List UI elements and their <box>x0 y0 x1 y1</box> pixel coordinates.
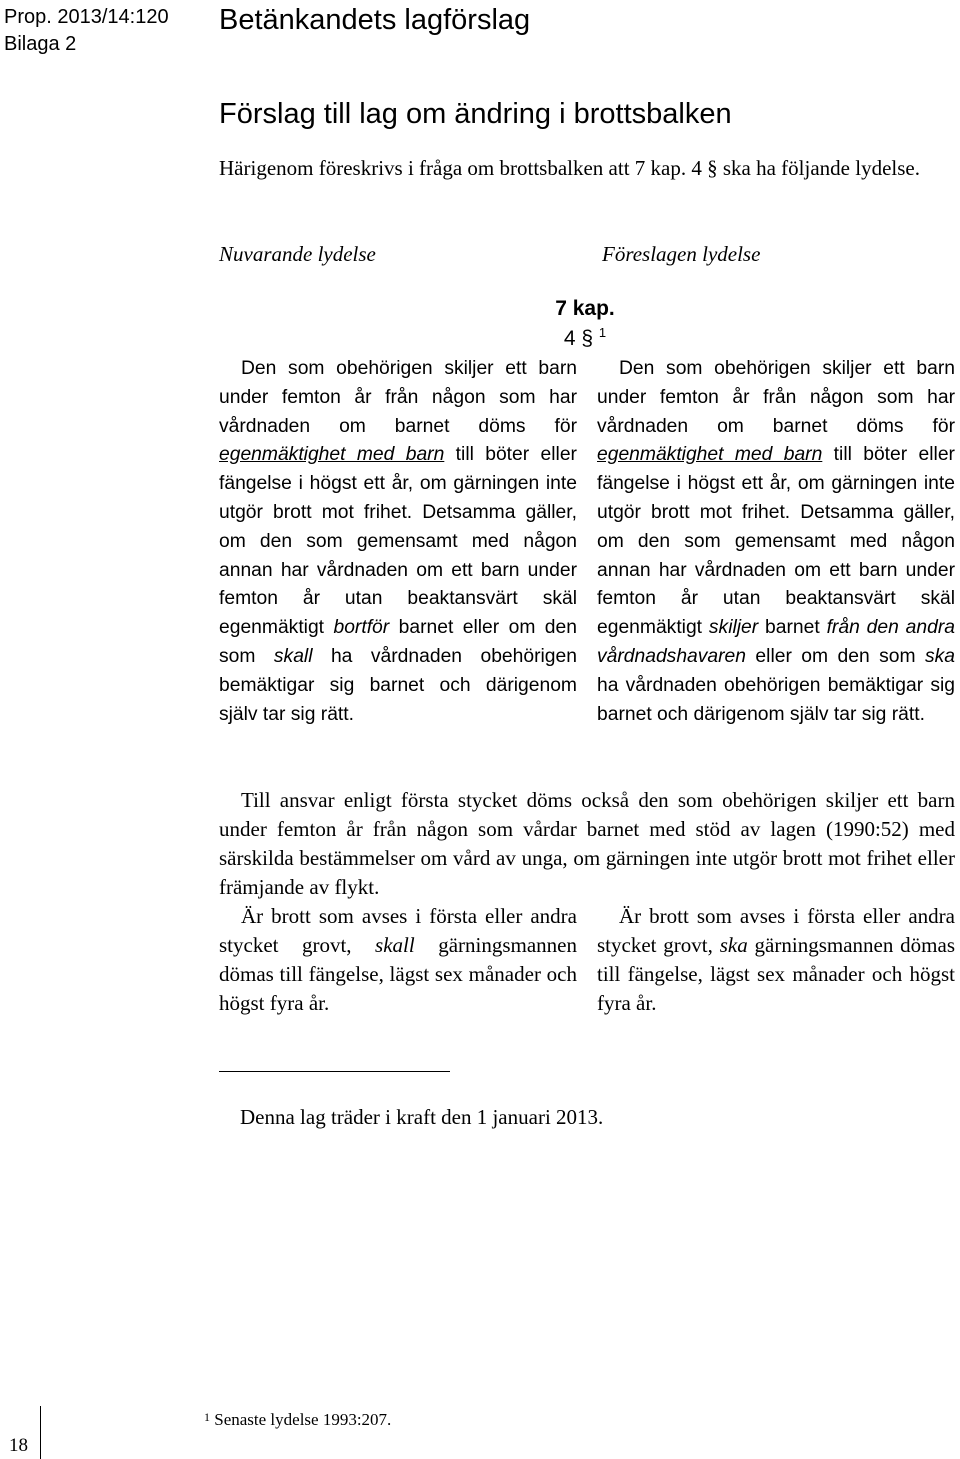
changed-phrase: från den andra vårdnadshavaren <box>597 617 955 667</box>
margin-rule <box>40 1406 41 1459</box>
current-first-paragraph <box>219 355 577 729</box>
changed-word: ska <box>719 933 748 957</box>
text-run: ha vårdnaden obehörigen bemäktigar sig barnet och därigenom själv tar sig rätt. <box>597 674 955 725</box>
bilaga-label: Bilaga 2 <box>4 33 77 55</box>
text-run: gärningsmannen dömas till fängelse, lägst sex månader och högst fyra år. <box>219 933 578 1015</box>
text-run: barnet eller om den som <box>219 617 577 667</box>
paragraph-number-text: 4 § <box>563 327 594 350</box>
text-run: gärningsmannen dömas till fängelse, lägst sex månader och högst fyra år. <box>597 933 955 1015</box>
proposition-number: Prop. 2013/14:120 <box>4 6 169 28</box>
proposed-third-paragraph <box>597 902 955 1018</box>
changed-word: ska <box>924 645 955 667</box>
proposed-first-paragraph <box>597 355 955 729</box>
text-run: Är brott som avses i första eller andra stycket grovt, <box>219 904 577 957</box>
section-title: Betänkandets lagförslag <box>219 4 531 36</box>
current-third-paragraph <box>219 902 577 1018</box>
emphasized-term: egenmäktighet med barn <box>597 444 823 466</box>
paragraph-number <box>540 325 630 353</box>
text-run: Den som obehörigen skiljer ett barn under femton år från någon som har vårdnaden om barnet döms för <box>597 358 955 437</box>
footnote-reference: 1 <box>598 325 607 340</box>
text-run: till böter eller fängelse i högst ett år, om gärningen inte utgör brott mot frihet. Detsamma gäller, om den som gemensamt med någon annan har vårdnaden om ett barn under femton år utan beaktansvärt skäl egenmäktigt <box>219 444 577 639</box>
changed-word: skall <box>375 933 415 957</box>
section-divider <box>219 1071 450 1072</box>
text-run: ha vårdnaden obehörigen bemäktigar sig barnet och därigenom själv tar sig rätt. <box>219 645 577 725</box>
text-run: eller om den som <box>746 645 925 667</box>
text-run: till böter eller fängelse i högst ett år, om gärningen inte utgör brott mot frihet. Detsamma gäller, om den som gemensamt med någon annan har vårdnaden om ett barn under femton år utan beaktansvärt skäl egenmäktigt <box>597 444 955 639</box>
proposed-wording-heading: Föreslagen lydelse <box>602 242 761 266</box>
law-title: Förslag till lag om ändring i brottsbalken <box>219 98 732 130</box>
shared-second-paragraph: Till ansvar enligt första stycket döms också den som obehörigen skiljer ett barn under femton år från någon som vårdar barnet med stöd av lagen (1990:52) med särskilda bestämmelser om vård av unga, om gärningen inte utgör brott mot frihet eller främjande av flykt. <box>219 788 955 899</box>
footnote-mark: 1 <box>204 1410 210 1424</box>
chapter-label: 7 kap. <box>555 297 615 320</box>
changed-word: skall <box>273 645 313 667</box>
changed-word: bortför <box>333 617 390 639</box>
text-run: barnet <box>758 617 827 639</box>
emphasized-term: egenmäktighet med barn <box>219 444 445 466</box>
text-run: Den som obehörigen skiljer ett barn under femton år från någon som har vårdnaden om barnet döms för <box>219 358 577 437</box>
entry-into-force: Denna lag träder i kraft den 1 januari 2013. <box>240 1105 604 1129</box>
footnote <box>204 1409 391 1431</box>
current-wording-heading: Nuvarande lydelse <box>219 242 376 266</box>
page-number: 18 <box>9 1435 28 1456</box>
changed-word: skiljer <box>708 617 759 639</box>
intro-paragraph: Härigenom föreskrivs i fråga om brottsbalken att 7 kap. 4 § ska ha följande lydelse. <box>219 156 920 180</box>
proposition-reference <box>4 4 169 58</box>
text-run: Är brott som avses i första eller andra stycket grovt, <box>597 904 955 957</box>
footnote-text: Senaste lydelse 1993:207. <box>210 1410 392 1429</box>
